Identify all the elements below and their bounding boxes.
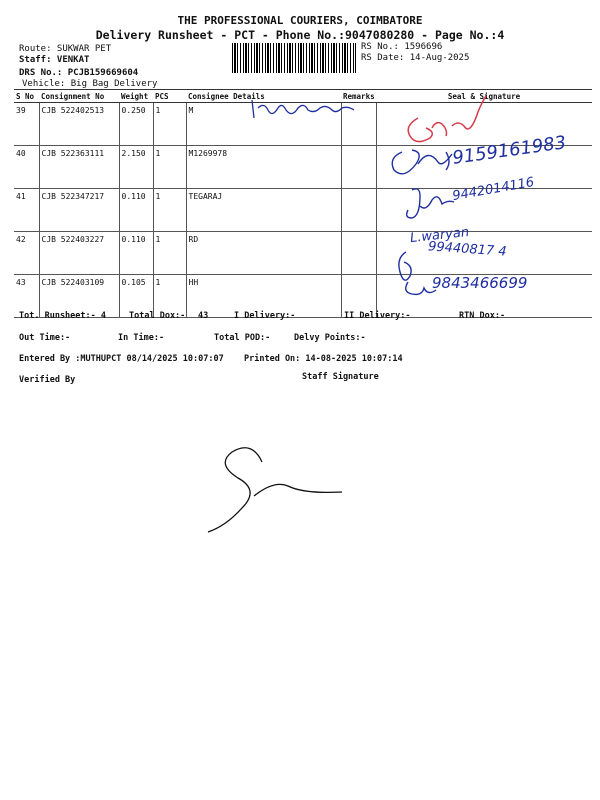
cell-weight: 2.150 [119,146,153,189]
col-pcs: PCS [153,90,186,103]
signature-40-icon [392,150,452,174]
entered-by: Entered By :MUTHUPCT 08/14/2025 10:07:07 [19,354,224,364]
printed-on: Printed On: 14-08-2025 10:07:14 [244,354,403,364]
cell-sno: 41 [14,189,39,232]
cell-sno: 39 [14,103,39,146]
cell-consignment: CJB 522363111 [39,146,119,189]
cell-pcs: 1 [153,189,186,232]
staff-signature-icon [208,448,342,532]
signature-scribble-icon [252,100,354,118]
signature-40-phone: 9159161983 [451,132,568,169]
signature-42-name: L.waryan [409,224,470,247]
rs-date: RS Date: 14-Aug-2025 [361,53,470,63]
cell-consignment: CJB 522403227 [39,232,119,275]
vehicle-label: Vehicle: Big Bag Delivery [22,79,158,89]
col-remarks: Remarks [343,91,375,101]
cell-weight: 0.110 [119,232,153,275]
signature-41-icon [407,189,454,218]
route-label: Route: SUKWAR PET [19,44,112,54]
cell-consignment: CJB 522402513 [39,103,119,146]
page-title: Delivery Runsheet - PCT - Phone No.:9047080280 - Page No.:4 [95,28,505,42]
signature-43-phone: 9843466699 [432,274,528,292]
delvy-points: Delvy Points:- [294,333,366,343]
drs-number: DRS No.: PCJB159669604 [19,68,139,78]
cell-weight: 0.250 [119,103,153,146]
staff-label: Staff: VENKAT [19,55,90,65]
rtn-dox: RTN Dox:- [459,311,506,321]
cell-consignee: RD [186,232,341,275]
in-time: In Time:- [118,333,165,343]
rs-number: RS No.: 1596696 [361,42,443,52]
company-name: THE PROFESSIONAL COURIERS, COIMBATORE [177,14,423,27]
total-dox-value: 43 [198,311,209,321]
cell-consignment: CJB 522347217 [39,189,119,232]
cell-sno: 42 [14,232,39,275]
cell-pcs: 1 [153,275,186,318]
cell-sno: 43 [14,275,39,318]
cell-consignee: TEGARAJ [186,189,341,232]
col-sno: S No [14,90,39,103]
cell-weight: 0.105 [119,275,153,318]
cell-sno: 40 [14,146,39,189]
cell-consignee: M1269978 [186,146,341,189]
tot-runsheet: Tot. Runsheet:- 4 [19,311,106,321]
ii-delivery: II Delivery:- [344,311,411,321]
col-weight: Weight [119,90,153,103]
col-consignee: Consignee Details [186,90,341,103]
cell-pcs: 1 [153,103,186,146]
total-pod: Total POD:- [214,333,271,343]
signature-42-phone: 99440817 4 [427,239,508,260]
cell-pcs: 1 [153,146,186,189]
verified-by: Verified By [19,375,76,385]
cell-consignee: M [186,103,341,146]
col-consignment: Consignment No [39,90,119,103]
signature-43-icon [399,252,436,294]
cell-weight: 0.110 [119,189,153,232]
i-delivery: I Delivery:- [234,311,296,321]
total-dox-label: Total Dox:- [129,311,186,321]
out-time: Out Time:- [19,333,71,343]
staff-signature-label: Staff Signature [302,372,379,382]
cell-consignee: HH [186,275,341,318]
cell-consignment: CJB 522403109 [39,275,119,318]
col-seal-signature: Seal & Signature [376,90,592,103]
seal-mark-icon [408,96,486,142]
signature-41-phone: 9442014116 [451,174,536,205]
cell-pcs: 1 [153,232,186,275]
